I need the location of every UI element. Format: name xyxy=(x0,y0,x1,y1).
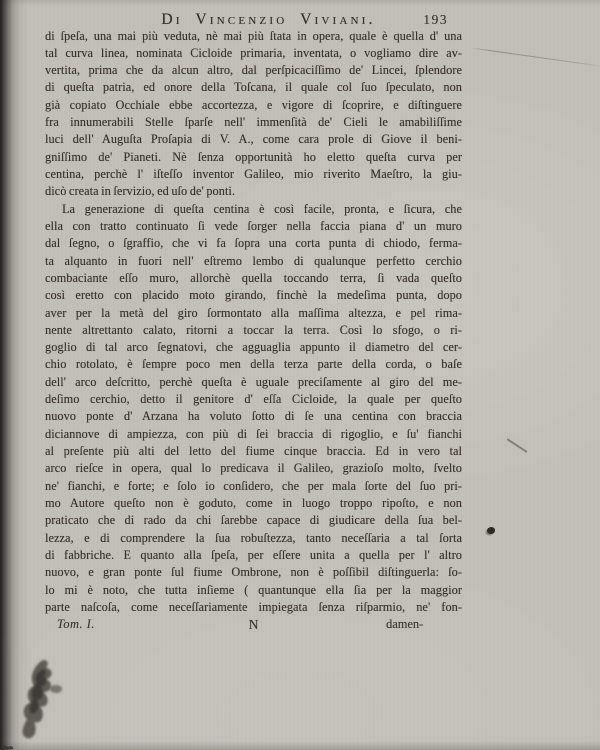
text-line: ne' fianchi, e forte; e ſolo io conſidero, che per mala ſorte del ſuo pri- xyxy=(45,478,462,493)
text-line: luci dell' Auguſta Proſapia di V. A., come cara prole di Giove il beni- xyxy=(45,132,462,147)
body-text-block xyxy=(45,28,462,617)
pencil-stroke-mark xyxy=(506,438,527,453)
text-line: così eretto con placido moto girando, finchè la medeſima punta, dopo xyxy=(45,288,462,303)
text-line: al preſente più alti del letto del fiume cinque braccia. Ed in vero tal xyxy=(45,444,462,458)
text-line: parte naſcoſa, come neceſſariamente impiegata ſenza riſparmio, ne' fon- xyxy=(45,599,462,614)
gathering-signature: N xyxy=(248,617,259,632)
volume-signature: Tom. I. xyxy=(57,617,95,631)
corner-ink-speck xyxy=(0,736,22,750)
text-line: lo mi è noto, che tutta inſieme ( quantunque ella ſia per la maggior xyxy=(45,582,462,597)
text-line: di ſpeſa, una mai più veduta, nè mai più ſtata in opera, quale è quella d' una xyxy=(45,28,462,43)
catchword: damen- xyxy=(386,617,424,631)
text-line: combaciante eſſo muro, allorchè quella toccando terra, ſi vada queſto xyxy=(45,270,462,285)
text-line: gniſſimo de' Pianeti. Nè ſenza opportunità ho eletto queſta curva per xyxy=(45,149,462,164)
text-line: arco rieſce in opera, qual lo predicava il Galileo, grazioſo molto, ſvelto xyxy=(45,461,462,476)
text-line: fra innumerabili Stelle ſparſe nell' immenſità de' Cieli le amabiliſſime xyxy=(45,115,462,130)
text-line: aver per la metà del giro ſormontato alla maſſima altezza, e pel rima- xyxy=(45,305,462,320)
ink-dot xyxy=(487,527,495,534)
text-line: ella con tratto continuato ſi vede ſorger nella faccia piana d' un muro xyxy=(45,218,462,233)
text-line: praticato che di rado da chi ſarebbe capace di giudicare della ſua bel- xyxy=(45,513,462,528)
text-line: nente altrettanto calato, ritorni a toccar la terra. Così lo sfogo, o ri- xyxy=(45,322,462,337)
text-line-paragraph-start: La generazione di queſta centina è così facile, pronta, e ſicura, che xyxy=(62,201,462,216)
page-footer xyxy=(45,617,462,635)
text-line: diciannove di ampiezza, con più di ſei braccia di rigoglio, e ſu' fianchi xyxy=(45,426,462,441)
text-line: ta alquanto in fuori nell' eſtremo lembo di qualunque perfetto cerchio xyxy=(45,253,462,268)
page-number: 193 xyxy=(423,12,448,27)
text-line: goglio di tal arco ſegnatovi, che agguaglia appunto il diametro del cer- xyxy=(45,340,462,355)
text-line: nuovo, e gran ponte ſul fiume Ombrone, non è poſſibil diſtinguerla: ſo- xyxy=(45,565,462,580)
text-line: di fabbriche. E quanto alla ſpeſa, per eſſere unita a quella per l' altro xyxy=(45,547,462,562)
text-line: chio rotolato, è ſempre poco men della terza parte della corda, o baſe xyxy=(45,357,462,372)
text-line: dell' arco deſcritto, perchè queſta è uguale preciſamente al giro del me- xyxy=(45,374,462,389)
text-line: di queſta patria, ed onore della Toſcana, il quale col ſuo ſpeculato, non xyxy=(45,80,462,95)
text-line: dal ſegno, o ſgraffio, che vi fa ſopra una corta punta di chiodo, ferma- xyxy=(45,236,462,251)
text-line: centina, perchè l' iſteſſo inventor Galileo, mio riverito Maeſtro, la giu- xyxy=(45,167,462,181)
running-title: Di Vincenzio Viviani. xyxy=(161,11,376,28)
text-line: mo Autore queſto non è goduto, come in luogo troppo ripoſto, e non xyxy=(45,495,462,510)
text-line: già copiato Occhiale ebbe accortezza, e vigore di ſcoprire, e diſtinguere xyxy=(45,97,462,112)
text-line: tal curva linea, nominata Cicloide primaria, inventata, o vogliamo dire av- xyxy=(45,45,462,60)
paper-crease-line xyxy=(468,47,600,67)
text-line: deſimo cerchio, detto il genitore d' eſſa Cicloide, la quale per queſto xyxy=(45,392,462,407)
text-line: vertita, prima che da alcun altro, dal perſpicaciſſimo de' Lincei, ſplendore xyxy=(45,63,462,78)
text-line-paragraph-end: dicò creata in ſervizio, ed uſo de' ponti. xyxy=(45,184,236,199)
text-line: lezza, e di comprendere la ſua robuſtezza, tanto neceſſaria a tal ſorta xyxy=(45,530,462,545)
text-line: nuovo ponte d' Arzana ha voluto ſotto di ſe una centina con braccia xyxy=(45,409,462,424)
